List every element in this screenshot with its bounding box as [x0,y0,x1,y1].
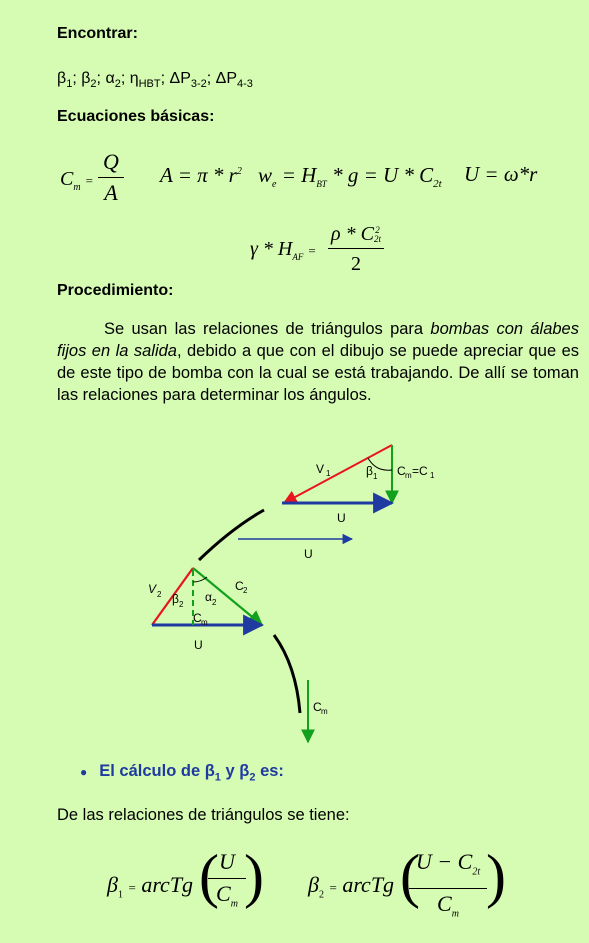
velocity-triangles-diagram [0,430,589,750]
alpha2-label: α [205,590,212,604]
beta1-paren-left: ( [199,843,219,909]
blade-lower-curve [274,635,300,713]
cm-inner-label: C [193,611,202,625]
c2-label: C [235,579,244,593]
equations-title: Ecuaciones básicas: [57,108,215,125]
u-mid-label: U [304,547,313,561]
v1-label: V [316,462,325,476]
gamma-fraction: ρ * C 2 2t 2 [328,222,384,276]
area-equation: $A = \pi * r^2$ [160,163,242,187]
beta2-fraction: $U - C_{2t}$ $C_m$ [409,850,487,927]
u-equation: U = ω*r [464,162,538,186]
beta1-label: β [366,464,373,478]
svg-text:m: m [201,618,208,627]
u-top-label: U [337,511,346,525]
bullet-icon: ● [80,765,88,779]
svg-text:2: 2 [243,586,248,595]
beta2-paren-left: ( [400,843,420,909]
beta2-label: β [172,592,179,606]
v2-label: V [148,582,157,596]
cm-fraction: Q A [98,150,124,205]
unknowns-list: $\beta_1$; $\beta_2$; $\alpha_2$; $\eta_{HBT}$; $\Delta P_{3-2}$; $\Delta P_{4-3}$ [57,70,253,91]
gamma-equation-lhs: γ * $H_{AF}$ = [250,238,316,262]
beta1-paren-right: ) [244,843,264,909]
procedure-paragraph: Se usan las relaciones de triángulos para bombas con álabes fijos en la salida, debido a que con el dibujo se puede apreciar que es de este tipo de bomba con la cual se está trabajando. De allí se toman las relaciones para determinar los ángulos. [57,320,579,404]
cm-equation-lhs: $C_m$ = [60,168,93,193]
c2-vector [193,568,262,625]
work-equation: $w_e = H_{BT} * g = U * C_{2t}$ [258,163,442,191]
svg-text:1: 1 [373,472,378,481]
procedure-title: Procedimiento: [57,282,174,299]
cm-bottom-label: C [313,700,322,714]
beta2-equation-lhs: $\beta_2$ = arcTg [308,872,395,901]
blade-upper-curve [199,510,264,560]
beta2-paren-right: ) [486,843,506,909]
svg-text:2: 2 [179,600,184,609]
svg-text:m: m [321,707,328,716]
svg-text:1: 1 [326,469,331,478]
find-title: Encontrar: [57,25,138,42]
svg-text:2: 2 [157,590,162,599]
u-bottom-label: U [194,638,203,652]
svg-text:=C: =C [412,464,428,478]
svg-text:2: 2 [212,598,217,607]
svg-text:1: 1 [430,471,435,480]
cm-c1-label: C [397,464,406,478]
beta1-fraction: U $C_m$ [208,850,246,916]
relations-text: De las relaciones de triángulos se tiene: [57,806,350,824]
beta1-equation-lhs: $\beta_1$ = arcTg [107,872,194,901]
svg-text:m: m [405,471,412,480]
beta-calculation-bullet: ● El cálculo de $\beta_1$ y $\beta_2$ es: [80,762,284,784]
